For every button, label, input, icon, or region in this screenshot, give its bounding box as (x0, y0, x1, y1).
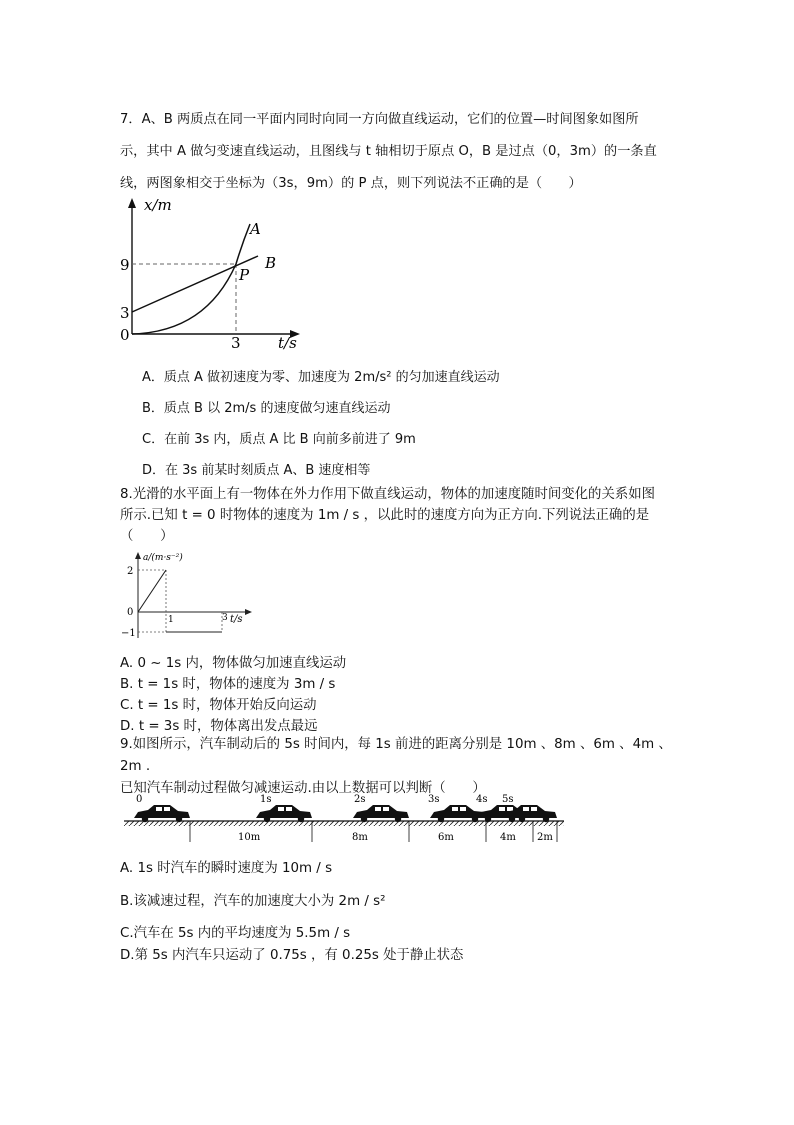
label-B: B (265, 254, 277, 272)
tick-3: 3 (120, 304, 130, 322)
car-icon (353, 805, 409, 822)
question-9-option-c: C.汽车在 5s 内的平均速度为 5.5m / s (120, 926, 351, 941)
question-8-option-d: D. t = 3s 时，物体离出发点最远 (120, 719, 318, 734)
question-8-line-2: 所示.已知 t = 0 时物体的速度为 1m / s ，以此时的速度方向为正方向.下列说法正确的是 (120, 508, 650, 523)
x-tick-1: 1 (168, 615, 174, 625)
segment-rising (138, 570, 166, 612)
time-label-0: 0 (136, 794, 143, 805)
question-7-option-c: C．在前 3s 内，质点 A 比 B 向前多前进了 9m (142, 432, 416, 447)
y-axis-label: x/m (144, 196, 172, 214)
question-8-stem (120, 484, 685, 547)
question-9-option-d: D.第 5s 内汽车只运动了 0.75s ，有 0.25s 处于静止状态 (120, 948, 464, 963)
x-axis-label: t/s (278, 334, 297, 352)
label-P: P (239, 266, 250, 284)
question-8-line-1: 8.光滑的水平面上有一物体在外力作用下做直线运动，物体的加速度随时间变化的关系如图 (120, 487, 656, 502)
time-label-2s: 2s (354, 794, 366, 805)
question-8-option-a: A. 0 ~ 1s 内，物体做匀加速直线运动 (120, 656, 347, 671)
x-tick-3: 3 (231, 334, 241, 352)
question-9-line-2: 已知汽车制动过程做匀减速运动.由以上数据可以判断（ ） (120, 781, 486, 796)
question-8-acceleration-time-graph (118, 548, 258, 642)
question-7-line-2: 示，其中 A 做匀变速直线运动，且图线与 t 轴相切于原点 O，B 是过点（0，3m）的一条直 (120, 144, 657, 159)
question-7-line-1: 7．A、B 两质点在同一平面内同时向同一方向做直线运动，它们的位置—时间图象如图所 (120, 112, 639, 127)
tick-neg1: −1 (121, 628, 136, 639)
question-7-line-3: 线，两图象相交于坐标为（3s，9m）的 P 点，则下列说法不正确的是（ ） (120, 176, 582, 191)
time-label-4s: 4s (476, 794, 488, 805)
y-axis-arrow-icon (128, 198, 136, 208)
question-8-option-c: C. t = 1s 时，物体开始反向运动 (120, 698, 317, 713)
question-9-braking-car-figure (120, 790, 570, 848)
label-A: A (250, 220, 261, 238)
time-label-5s: 5s (502, 794, 514, 805)
question-7-stem (120, 104, 680, 200)
question-8-line-3: （ ） (120, 529, 174, 544)
question-7-option-a: A．质点 A 做初速度为零、加速度为 2m/s² 的匀加速直线运动 (142, 370, 500, 385)
x-axis-label: t/s (230, 614, 243, 625)
tick-2: 2 (127, 566, 134, 577)
question-9-line-1: 9.如图所示，汽车制动后的 5s 时间内，每 1s 前进的距离分别是 10m 、8m 、6m 、4m 、2m . (120, 737, 672, 774)
question-8-option-b: B. t = 1s 时，物体的速度为 3m / s (120, 677, 336, 692)
distance-label-8m: 8m (352, 832, 368, 843)
car-icon (134, 805, 190, 822)
question-9-option-a: A. 1s 时汽车的瞬时速度为 10m / s (120, 861, 333, 876)
curve-A (132, 224, 250, 334)
distance-label-6m: 6m (438, 832, 454, 843)
distance-label-2m: 2m (537, 832, 553, 843)
y-axis-label: a/(m·s⁻²) (143, 553, 183, 563)
time-label-3s: 3s (428, 794, 440, 805)
origin-label: 0 (120, 326, 130, 344)
tick-9: 9 (120, 256, 130, 274)
car-icon (256, 805, 312, 822)
time-label-1s: 1s (260, 794, 272, 805)
x-axis-arrow-icon (245, 609, 252, 615)
x-tick-3: 3 (222, 613, 228, 623)
distance-label-4m: 4m (500, 832, 516, 843)
question-7-position-time-graph (118, 192, 318, 352)
y-axis-arrow-icon (135, 552, 141, 559)
car-icon (430, 805, 486, 822)
question-7-option-d: D．在 3s 前某时刻质点 A、B 速度相等 (142, 463, 371, 478)
tick-0: 0 (127, 607, 134, 618)
question-9-option-b: B.该减速过程，汽车的加速度大小为 2m / s² (120, 894, 386, 909)
question-7-option-b: B．质点 B 以 2m/s 的速度做匀速直线运动 (142, 401, 391, 416)
distance-label-10m: 10m (238, 832, 261, 843)
